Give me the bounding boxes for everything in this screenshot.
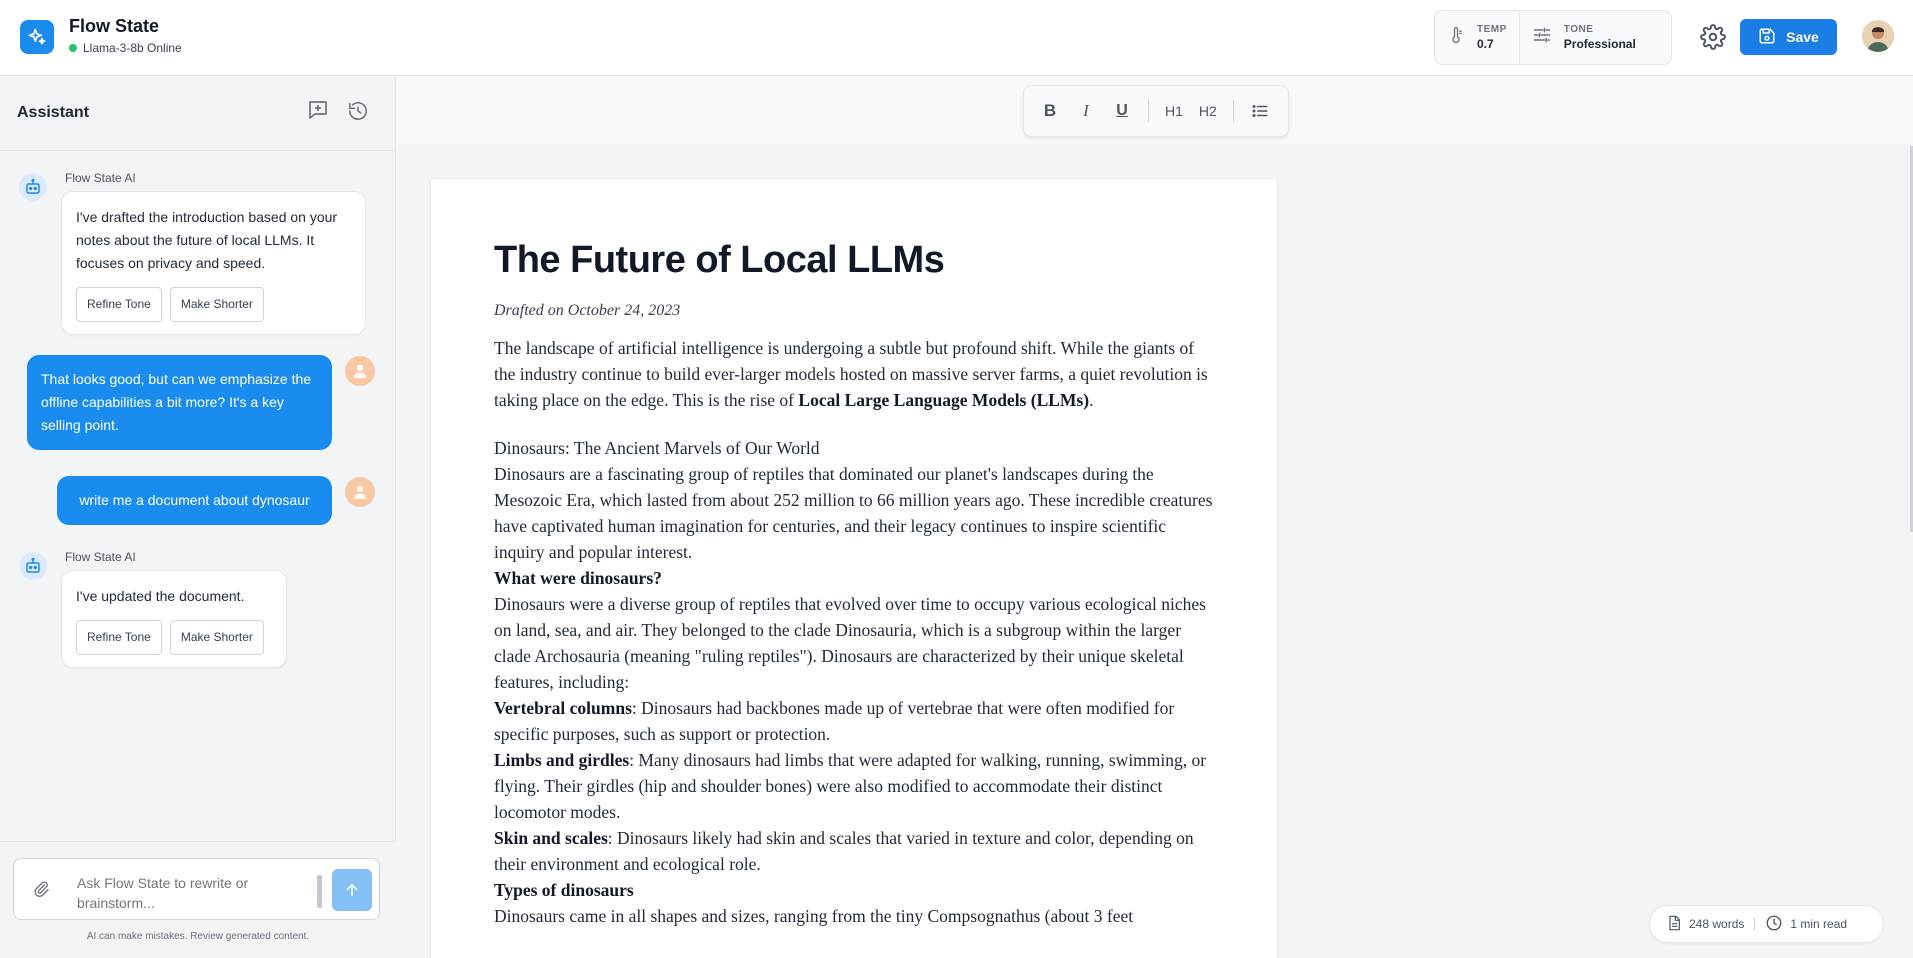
tone-control[interactable] — [1519, 11, 1648, 64]
model-status — [69, 41, 182, 55]
subheading — [494, 565, 1214, 591]
feature-item — [494, 695, 1214, 747]
feature-item — [494, 747, 1214, 825]
intro-paragraph — [494, 335, 1214, 413]
refine-tone-button[interactable]: Refine Tone — [76, 287, 162, 322]
app-title: Flow State — [69, 16, 160, 36]
intro-end: . — [1089, 390, 1094, 410]
sparkle-icon[interactable] — [20, 20, 54, 54]
feature-item — [494, 825, 1214, 877]
tone-value: Professional — [1563, 37, 1636, 51]
bullet-list-icon[interactable] — [1242, 93, 1278, 129]
message-text: I've drafted the introduction based on your notes about the future of local LLMs. It focuses on privacy and speed. — [76, 209, 338, 271]
make-shorter-button[interactable]: Make Shorter — [170, 287, 264, 322]
assistant-message — [61, 570, 287, 668]
new-chat-icon[interactable] — [306, 98, 330, 127]
feature-text: : Dinosaurs had backbones made up of vertebrae that were often modified for specific purposes, such as support or protection. — [494, 698, 1175, 744]
message-sender: Flow State AI — [65, 171, 136, 185]
message-text: write me a document about dynosaur — [79, 492, 310, 508]
chat-input-box — [13, 858, 380, 920]
feature-term: Vertebral columns — [494, 698, 632, 718]
user-avatar-icon — [345, 356, 375, 386]
body-paragraph: Dinosaurs came in all shapes and sizes, ranging from the tiny Compsognathus (about 3 feet — [494, 906, 1134, 926]
model-params-panel — [1434, 10, 1672, 65]
document-icon — [1666, 914, 1682, 935]
italic-button[interactable]: I — [1083, 101, 1089, 120]
chat-composer — [0, 841, 396, 958]
assistant-message — [61, 191, 366, 335]
intro-text: The landscape of artificial intelligence is undergoing a subtle but profound shift. While the giants of the industry continue to build ever-larger models hosted on massive server farms, a quiet revolution is taking place on the edge. This is the rise of — [494, 338, 1208, 410]
tone-label: TONE — [1563, 24, 1594, 35]
message-text: That looks good, but can we emphasize the offline capabilities a bit more? It's a key selling point. — [41, 371, 312, 433]
send-button[interactable] — [332, 869, 372, 911]
feature-text: : Dinosaurs likely had skin and scales that varied in texture and color, depending on their environment and ecological role. — [494, 828, 1194, 874]
user-message — [27, 355, 332, 450]
subheading-text: Types of dinosaurs — [494, 880, 634, 900]
intro-emphasis: Local Large Language Models (LLMs) — [798, 390, 1090, 410]
format-toolbar — [1023, 85, 1289, 137]
document-date: Drafted on October 24, 2023 — [494, 302, 681, 319]
user-message — [57, 476, 332, 525]
assistant-sidebar — [0, 76, 396, 958]
input-scrollbar — [317, 875, 322, 908]
editor-area — [397, 76, 1913, 958]
bot-avatar — [19, 173, 47, 201]
thermometer-icon — [1447, 25, 1465, 50]
temp-label: TEMP — [1477, 24, 1507, 35]
stats-divider — [1754, 917, 1755, 931]
save-label: Save — [1786, 29, 1819, 45]
paperclip-icon[interactable] — [32, 879, 50, 904]
underline-button[interactable]: U — [1116, 102, 1128, 119]
h1-button[interactable]: H1 — [1165, 103, 1183, 119]
section-heading: Dinosaurs: The Ancient Marvels of Our World — [494, 438, 820, 458]
document-content[interactable] — [494, 239, 1214, 929]
feature-term: Limbs and girdles — [494, 750, 630, 770]
toolbar-divider — [1233, 100, 1234, 122]
ai-disclaimer: AI can make mistakes. Review generated content. — [86, 931, 310, 942]
message-text: I've updated the document. — [76, 588, 245, 604]
make-shorter-button[interactable]: Make Shorter — [170, 620, 264, 655]
user-avatar-icon — [345, 477, 375, 507]
document-page[interactable] — [430, 178, 1278, 958]
feature-term: Skin and scales — [494, 828, 608, 848]
app-header — [0, 0, 1913, 76]
refine-tone-button[interactable]: Refine Tone — [76, 620, 162, 655]
history-icon[interactable] — [347, 100, 369, 127]
subheading-text: What were dinosaurs? — [494, 568, 662, 588]
h2-button[interactable]: H2 — [1198, 103, 1217, 119]
read-time-text: 1 min read — [1790, 917, 1848, 931]
bot-avatar — [19, 552, 47, 580]
feature-text: : Many dinosaurs had limbs that were adapted for walking, running, swimming, or flying. Their girdles (hip and shoulder bones) were also modified to accommodate their distinct locomotor modes. — [494, 750, 1207, 822]
gear-icon[interactable] — [1700, 24, 1726, 55]
message-sender: Flow State AI — [65, 550, 136, 564]
body-paragraph: Dinosaurs were a diverse group of reptiles that evolved over time to occupy various ecological niches on land, sea, and air. They belonged to the clade Dinosauria, which is a subgroup within the larger clade Archosauria (meaning "ruling reptiles"). Dinosaurs are characterized by their unique skeletal features, including: — [494, 594, 1206, 692]
message-actions — [76, 287, 351, 322]
save-icon — [1758, 27, 1776, 48]
read-time — [1765, 914, 1847, 935]
clock-icon — [1765, 914, 1783, 935]
save-button[interactable] — [1740, 19, 1837, 55]
sliders-icon — [1532, 25, 1552, 50]
user-avatar[interactable] — [1862, 20, 1894, 52]
sidebar-title: Assistant — [17, 104, 90, 121]
bold-button[interactable]: B — [1043, 101, 1057, 120]
chat-input[interactable] — [77, 873, 267, 913]
model-status-text: Llama-3-8b Online — [83, 41, 182, 55]
document-title: The Future of Local LLMs — [494, 239, 945, 281]
temp-control[interactable] — [1435, 11, 1519, 64]
toolbar-divider — [1148, 100, 1149, 122]
temp-value: 0.7 — [1477, 37, 1494, 51]
message-actions — [76, 620, 272, 655]
body-paragraph: Dinosaurs are a fascinating group of reptiles that dominated our planet's landscapes during the Mesozoic Era, which lasted from about 252 million to 66 million years ago. These incredible creatures have captivated human imagination for centuries, and their legacy continues to inspire scientific inquiry and popular interest. — [494, 464, 1213, 562]
document-stats — [1649, 905, 1884, 943]
subheading — [494, 877, 1214, 903]
word-count — [1666, 914, 1744, 935]
word-count-text: 248 words — [1689, 917, 1745, 931]
sidebar-header — [0, 76, 395, 151]
online-indicator — [69, 44, 77, 52]
